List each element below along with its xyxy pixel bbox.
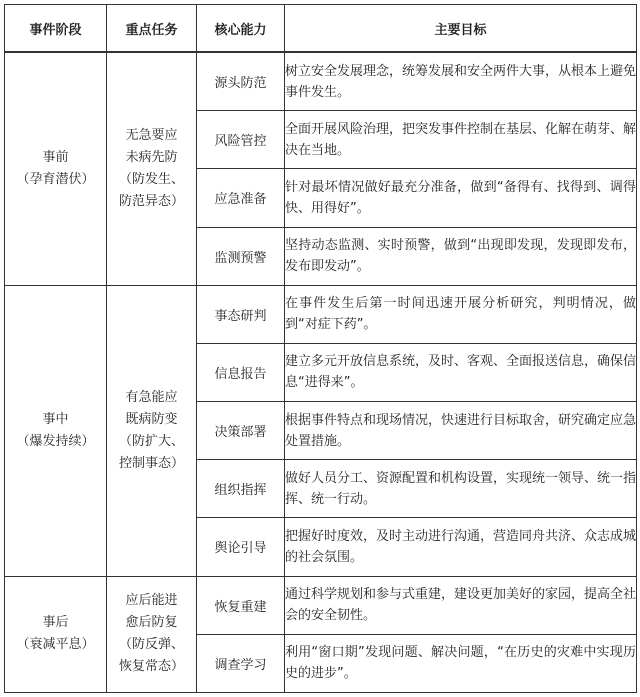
ability-cell: 信息报告: [197, 343, 285, 401]
stage-name: 事前: [42, 149, 69, 165]
goal-cell: 树立安全发展理念，统筹发展和安全两件大事，从根本上避免事件发生。: [285, 52, 637, 111]
goal-cell: 把握好时度效，及时主动进行沟通，营造同舟共济、众志成城的社会氛围。: [285, 518, 637, 576]
stage-name: 事后: [42, 615, 69, 631]
ability-cell: 风险管控: [197, 111, 285, 169]
goal-cell: 在事件发生后第一时间迅速开展分析研究，判明情况，做到“对症下药”。: [285, 285, 637, 343]
goal-cell: 建立多元开放信息系统，及时、客观、全面报送信息，确保信息“进得来”。: [285, 343, 637, 401]
stage-name: 事中: [42, 411, 69, 427]
task-line: 控制事态）: [118, 455, 184, 471]
task-line: 防范异态）: [118, 193, 184, 209]
header-row: [5, 5, 637, 53]
goal-cell: 做好人员分工、资源配置和机构设置，实现统一领导、统一指挥、统一行动。: [285, 460, 637, 518]
stage-cell-before: [5, 52, 107, 285]
goal-cell: 利用“窗口期”发现问题、解决问题，“在历史的灾难中实现历史的进步”。: [285, 634, 637, 692]
emergency-management-table: [4, 4, 637, 693]
task-cell-during: [107, 285, 197, 576]
task-line: 愈后防复: [125, 615, 178, 631]
header-stage: 事件阶段: [5, 5, 107, 53]
task-line: （防反弹、: [118, 637, 184, 653]
table-row: [5, 52, 637, 111]
task-line: 有急能应: [125, 389, 178, 405]
task-line: （防扩大、: [118, 433, 184, 449]
table-row: [5, 576, 637, 634]
task-line: 应后能进: [125, 593, 178, 609]
ability-cell: 事态研判: [197, 285, 285, 343]
goal-cell: 根据事件特点和现场情况，快速进行目标取舍，研究确定应急处置措施。: [285, 402, 637, 460]
header-goal: 主要目标: [285, 5, 637, 53]
ability-cell: 应急准备: [197, 169, 285, 227]
goal-cell: 全面开展风险治理，把突发事件控制在基层、化解在萌芽、解决在当地。: [285, 111, 637, 169]
ability-cell: 源头防范: [197, 52, 285, 111]
goal-cell: 针对最坏情况做好最充分准备，做到“备得有、找得到、调得快、用得好”。: [285, 169, 637, 227]
stage-phase: （爆发持续）: [16, 433, 95, 449]
stage-phase: （衰减平息）: [16, 637, 95, 653]
task-line: 既病防变: [125, 411, 178, 427]
header-task: 重点任务: [107, 5, 197, 53]
stage-cell-after: [5, 576, 107, 692]
ability-cell: 决策部署: [197, 402, 285, 460]
task-line: 无急要应: [125, 127, 178, 143]
ability-cell: 监测预警: [197, 227, 285, 285]
stage-cell-during: [5, 285, 107, 576]
goal-cell: 坚持动态监测、实时预警，做到“出现即发现，发现即发布，发布即发动”。: [285, 227, 637, 285]
ability-cell: 组织指挥: [197, 460, 285, 518]
task-line: 未病先防: [125, 149, 178, 165]
ability-cell: 恢复重建: [197, 576, 285, 634]
task-cell-after: [107, 576, 197, 692]
stage-phase: （孕育潜伏）: [16, 171, 95, 187]
table-row: [5, 285, 637, 343]
ability-cell: 舆论引导: [197, 518, 285, 576]
task-line: （防发生、: [118, 171, 184, 187]
goal-cell: 通过科学规划和参与式重建，建设更加美好的家园，提高全社会的安全韧性。: [285, 576, 637, 634]
ability-cell: 调查学习: [197, 634, 285, 692]
task-line: 恢复常态）: [118, 659, 184, 675]
header-ability: 核心能力: [197, 5, 285, 53]
task-cell-before: [107, 52, 197, 285]
